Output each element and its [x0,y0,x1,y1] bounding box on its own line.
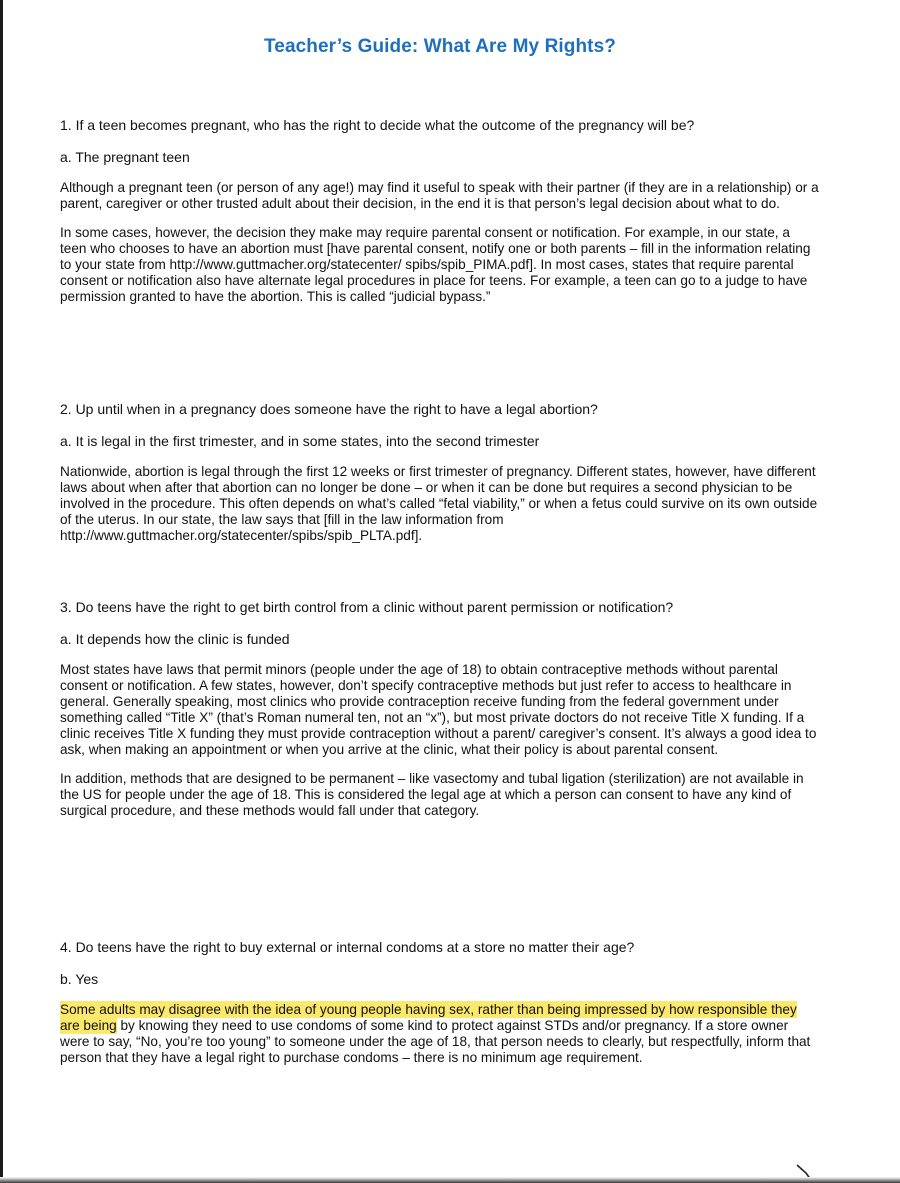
answer-4: b. Yes [60,971,99,987]
page-left-border [0,0,3,1183]
question-4: 4. Do teens have the right to buy external or internal condoms at a store no matter their age? [60,939,635,955]
section-2-paragraph-1: Nationwide, abortion is legal through the first 12 weeks or first trimester of pregnancy. Different states, however, have different laws about when after that abortion can no longer be done – or when it can be done but requires a second physician to be involved in the procedure. This often depends on what’s called “fetal viability,” or when a fetus could survive on its own outside of the uterus. In our state, the law says that [fill in the law information from http://www.guttmacher.org/statecenter/spibs/spib_PLTA.pdf]. [60,464,818,543]
question-2: 2. Up until when in a pregnancy does someone have the right to have a legal abortion? [60,401,598,417]
section-1-paragraph-1: Although a pregnant teen (or person of any age!) may find it useful to speak with their partner (if they are in a relationship) or a parent, caregiver or other trusted adult about their decision, in the end it is that person’s legal decision about what to do. [60,180,819,211]
section-4-paragraph-1 [60,1002,820,1066]
section-4 [60,938,820,1066]
question-3: 3. Do teens have the right to get birth control from a clinic without parent permission or notification? [60,599,674,615]
page-bottom-border [0,1177,900,1183]
answer-3: a. It depends how the clinic is funded [60,631,290,647]
section-1 [60,116,820,305]
highlighted-text: Some adults may disagree with the idea of young people having sex, rather than being impressed by how responsible they are being [60,1002,797,1033]
answer-1: a. The pregnant teen [60,149,190,165]
section-1-paragraph-2: In some cases, however, the decision they make may require parental consent or notification. For example, in our state, a teen who chooses to have an abortion must [have parental consent, notify one or both parents – fill in the information relating to your state from http://www.guttmacher.org/statecenter/ spibs/spib_PIMA.pdf]. In most cases, states that require parental consent or notification also have alternate legal procedures in place for teens. For example, a teen can go to a judge to have permission granted to have the abortion. This is called “judicial bypass.” [60,225,811,304]
section-2 [60,400,820,544]
section-3-paragraph-1: Most states have laws that permit minors (people under the age of 18) to obtain contraceptive methods without parental consent or notification. A few states, however, don’t specify contraceptive methods but just refer to access to healthcare in general. Generally speaking, most clinics who provide contraception receive funding from the federal government under something called “Title X” (that’s Roman numeral ten, not an “x”), but most private doctors do not receive Title X funding. If a clinic receives Title X funding they must provide contraception without a parent/ caregiver’s consent. It’s always a good idea to ask, when making an appointment or when you arrive at the clinic, what their policy is about parental consent. [60,662,817,757]
section-3-paragraph-2: In addition, methods that are designed to be permanent – like vasectomy and tubal ligation (sterilization) are not available in the US for people under the age of 18. This is considered the legal age at which a person can consent to have any kind of surgical procedure, and these methods would fall under that category. [60,771,804,818]
page-title: Teacher’s Guide: What Are My Rights? [264,36,616,57]
paragraph-continuation: by knowing they need to use condoms of some kind to protect against STDs and/or pregnancy. If a store owner were to say, “No, you’re too young” to someone under the age of 18, that person needs to clearly, but respectfully, inform that person that they have a legal right to purchase condoms – there is no minimum age requirement. [60,1018,811,1065]
question-1: 1. If a teen becomes pregnant, who has the right to decide what the outcome of the pregnancy will be? [60,117,695,133]
answer-2: a. It is legal in the first trimester, and in some states, into the second trimester [60,433,540,449]
section-3 [60,598,820,819]
document-page [60,32,820,1065]
